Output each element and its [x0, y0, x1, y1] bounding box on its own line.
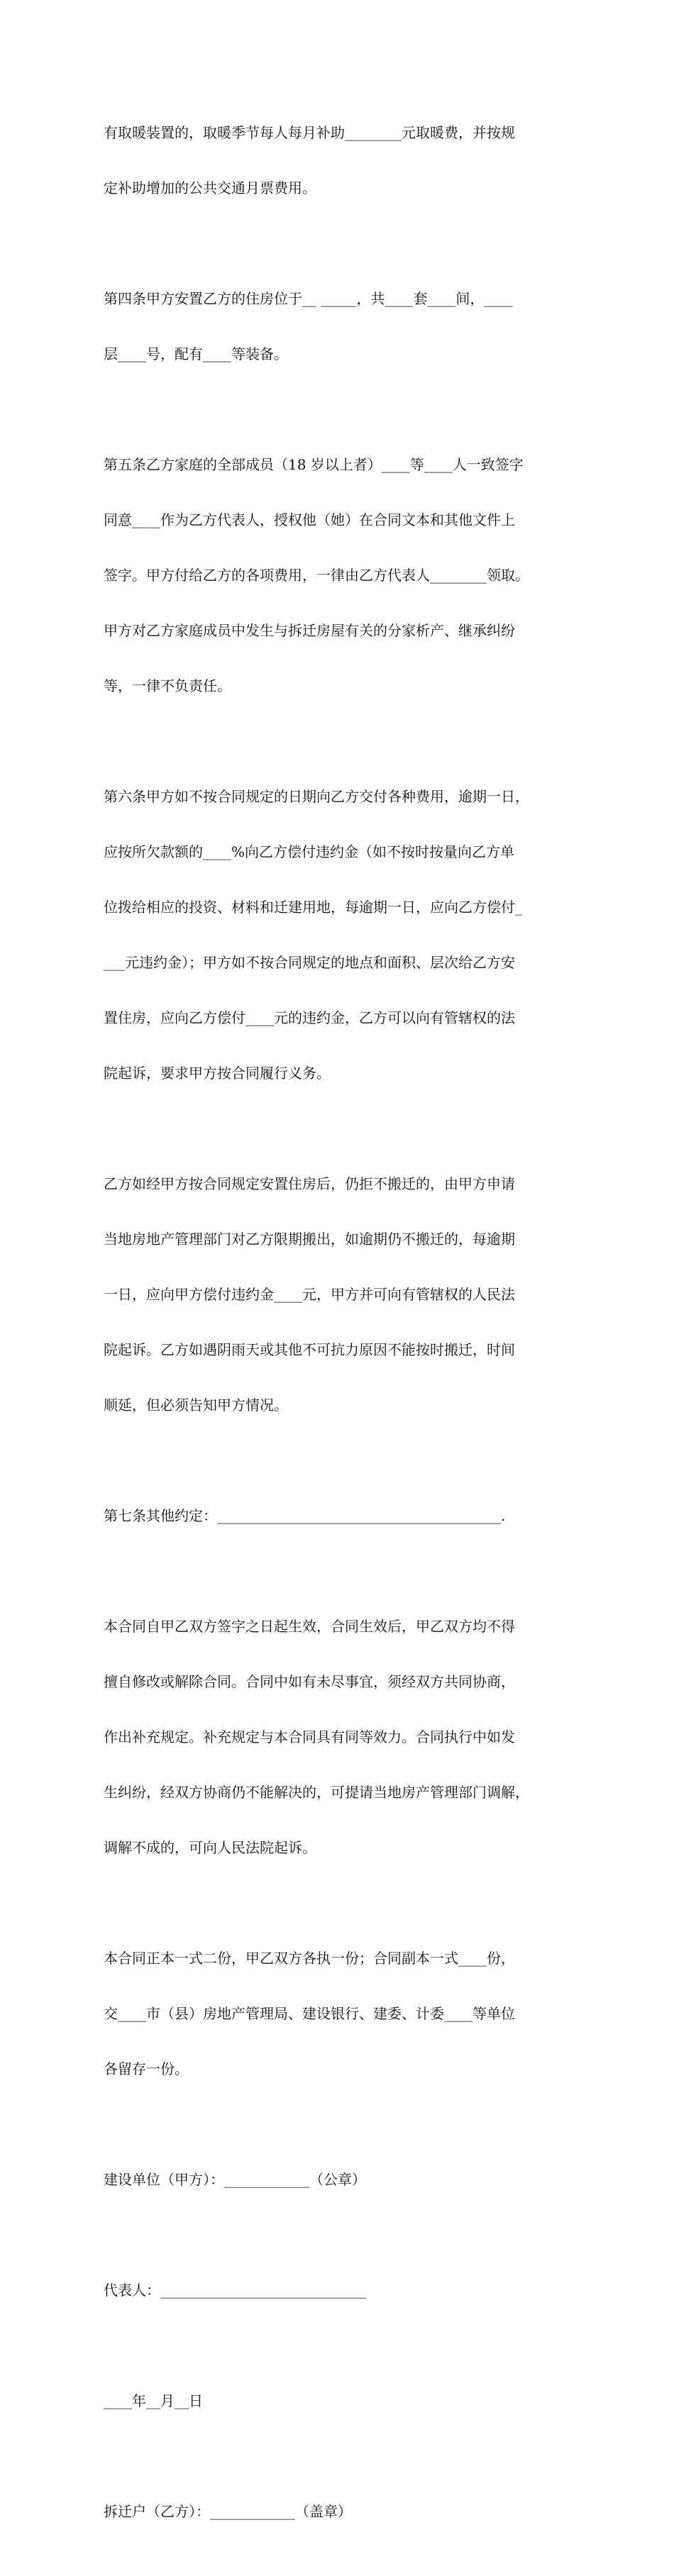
- text-line: 调解不成的，可向人民法院起诉。: [104, 1839, 316, 1856]
- paragraph-article-4: [104, 252, 593, 400]
- text-line: 院起诉。乙方如遇阴雨天或其他不可抗力原因不能按时搬迁，时间: [104, 1341, 515, 1358]
- signature-date: [104, 2355, 593, 2447]
- text-line: 顺延，但必须告知甲方情况。: [104, 1397, 288, 1414]
- text-line: 擅自修改或解除合同。合同中如有未尽事宜，须经双方共同协商，: [104, 1673, 515, 1690]
- paragraph-effectiveness: [104, 1580, 593, 1894]
- text-line: 应按所欠款额的____%向乙方偿付违约金（如不按时按量向乙方单: [104, 843, 515, 860]
- text-line: 拆迁户（乙方）：____________（盖章）: [104, 2503, 352, 2520]
- paragraph-article-6: [104, 750, 593, 1119]
- signature-party-b: [104, 2465, 593, 2558]
- text-line: 第五条乙方家庭的全部成员（18 岁以上者）____等____人一致签字: [104, 456, 524, 473]
- text-line: 层____号，配有____等装备。: [104, 345, 288, 362]
- text-line: 作出补充规定。补充规定与本合同具有同等效力。合同执行中如发: [104, 1728, 515, 1745]
- text-line: 置住房，应向乙方偿付____元的违约金，乙方可以向有管辖权的法: [104, 1009, 515, 1026]
- text-line: 第四条甲方安置乙方的住房位于__ _____，共____套____间，____: [104, 290, 513, 307]
- text-line: 第六条甲方如不按合同规定的日期向乙方交付各种费用，逾期一日，: [104, 788, 529, 805]
- text-line: 签字。甲方付给乙方的各项费用，一律由乙方代表人________领取。: [104, 567, 529, 584]
- text-line: 等，一律不负责任。: [104, 677, 231, 694]
- text-line: 第七条其他约定：________________________________________.: [104, 1507, 506, 1524]
- paragraph-copies: [104, 1912, 593, 2115]
- paragraph-article-7: [104, 1470, 593, 1562]
- text-line: 甲方对乙方家庭成员中发生与拆迁房屋有关的分家析产、继承纠纷: [104, 622, 515, 639]
- text-line: 本合同自甲乙双方签字之日起生效，合同生效后，甲乙双方均不得: [104, 1618, 515, 1635]
- text-line: 本合同正本一式二份，甲乙双方各执一份；合同副本一式____份，: [104, 1950, 515, 1967]
- paragraph-heating-subsidy: [104, 87, 593, 234]
- text-line: 生纠纷，经双方协商仍不能解决的，可提请当地房产管理部门调解，: [104, 1784, 529, 1801]
- text-line: 乙方如经甲方按合同规定安置住房后，仍拒不搬迁的，由甲方申请: [104, 1175, 515, 1192]
- signature-representative: [104, 2244, 593, 2336]
- text-line: 位拨给相应的投资、材料和迁建用地，每逾期一日，应向乙方偿付_: [104, 899, 522, 916]
- text-line: 定补助增加的公共交通月票费用。: [104, 179, 316, 196]
- text-line: 建设单位（甲方）：____________（公章）: [104, 2171, 366, 2188]
- text-line: 有取暖装置的，取暖季节每人每月补助________元取暖费，并按规: [104, 124, 515, 141]
- text-line: 一日，应向甲方偿付违约金____元，甲方并可向有管辖权的人民法: [104, 1286, 515, 1303]
- text-line: 同意____作为乙方代表人，授权他（她）在合同文本和其他文件上: [104, 511, 515, 528]
- paragraph-party-b-relocation: [104, 1138, 593, 1451]
- contract-page: [104, 87, 593, 2576]
- text-line: 各留存一份。: [104, 2060, 189, 2077]
- signature-party-a: [104, 2133, 593, 2226]
- paragraph-article-5: [104, 418, 593, 732]
- text-line: ___元违约金）；甲方如不按合同规定的地点和面积、层次给乙方安: [104, 954, 515, 971]
- text-line: 交____市（县）房地产管理局、建设银行、建委、计委____等单位: [104, 2005, 515, 2022]
- text-line: 当地房地产管理部门对乙方限期搬出，如逾期仍不搬迁的，每逾期: [104, 1231, 515, 1248]
- text-line: ____年__月__日: [104, 2392, 203, 2409]
- text-line: 代表人：_____________________________: [104, 2282, 366, 2299]
- text-line: 院起诉，要求甲方按合同履行义务。: [104, 1065, 331, 1082]
